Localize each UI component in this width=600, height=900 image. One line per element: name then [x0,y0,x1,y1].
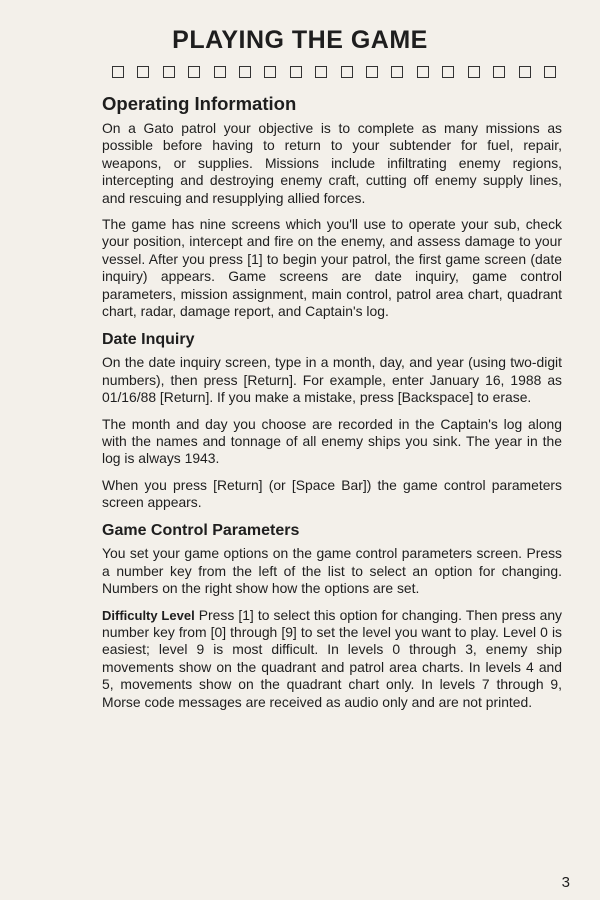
page-content [102,92,562,720]
decorative-box [442,66,454,78]
decorative-box [417,66,429,78]
decorative-box [163,66,175,78]
decorative-box [315,66,327,78]
paragraph-difficulty-level [102,607,562,711]
paragraph-game-control-1: You set your game options on the game control parameters screen. Press a number key from the left of the list to select an option for changing. Numbers on the right show how the options are set. [102,545,562,597]
decorative-box [341,66,353,78]
decorative-box [239,66,251,78]
decorative-box [214,66,226,78]
paragraph-operating-1: On a Gato patrol your objective is to complete as many missions as possible before having to return to your subtender for fuel, repair, weapons, or supplies. Missions include infiltrating enemy regions, intercepting and destroying enemy craft, cutting off enemy supply lines, and rescuing and resupplying allied forces. [102,120,562,206]
heading-date-inquiry: Date Inquiry [102,330,195,348]
decorative-box [137,66,149,78]
decorative-box [519,66,531,78]
paragraph-operating-2: The game has nine screens which you'll use to operate your sub, check your position, intercept and fire on the enemy, and assess damage to your vessel. After you press [1] to begin your patrol, the first game screen (date inquiry) appears. Game screens are date inquiry, game control parameters, mission assignment, main control, patrol area chart, quadrant chart, radar, damage report, and Captain's log. [102,216,562,320]
difficulty-level-label: Difficulty Level [102,607,195,623]
decorative-box-row [112,66,556,78]
decorative-box [493,66,505,78]
paragraph-date-inquiry-3: When you press [Return] (or [Space Bar]) the game control parameters screen appears. [102,476,562,511]
decorative-box [290,66,302,78]
difficulty-level-text: Press [1] to select this option for changing. Then press any number key from [0] through [9] to set the level you want to play. Level 0 is easiest; level 9 is most difficult. In levels 0 through 3, enemy ship movements show on the quadrant and patrol area charts. In levels 4 and 5, movements show on the quadrant chart only. In levels 7 through 9, Morse code messages are received as audio only and are not printed. [102,606,563,710]
decorative-box [188,66,200,78]
decorative-box [391,66,403,78]
decorative-box [264,66,276,78]
decorative-box [366,66,378,78]
heading-operating-information: Operating Information [102,93,297,114]
paragraph-date-inquiry-1: On the date inquiry screen, type in a month, day, and year (using two-digit numbers), then press [Return]. For example, enter January 16, 1988 as 01/16/88 [Return]. If you make a mistake, press [Backspace] to erase. [102,354,562,406]
heading-game-control-parameters: Game Control Parameters [102,521,300,539]
page-number: 3 [561,874,570,891]
page-title: PLAYING THE GAME [172,26,428,54]
decorative-box [468,66,480,78]
decorative-box [544,66,556,78]
decorative-box [112,66,124,78]
paragraph-date-inquiry-2: The month and day you choose are recorded in the Captain's log along with the names and tonnage of all enemy ships you sink. The year in the log is always 1943. [102,415,562,467]
